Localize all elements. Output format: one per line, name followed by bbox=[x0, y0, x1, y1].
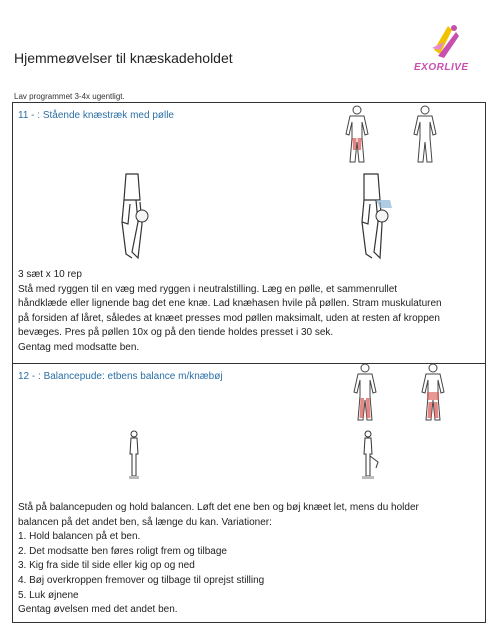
frequency-note: Lav programmet 3-4x ugentligt. bbox=[14, 92, 125, 101]
logo-text: EXORLIVE bbox=[414, 62, 469, 73]
exercise-11-line: Gentag med modsatte ben. bbox=[18, 341, 140, 353]
balance-standing-figure bbox=[124, 430, 144, 482]
exercise-12-line: 2. Det modsatte ben føres roligt frem og tilbage bbox=[18, 545, 227, 557]
exercise-11-line: Stå med ryggen til en væg med ryggen i neutralstilling. Læg en pølle, et sammenrullet bbox=[18, 283, 398, 295]
exercise-12-line: 5. Luk øjnene bbox=[18, 589, 79, 601]
exercise-11-title: 11 - : Stående knæstræk med pølle bbox=[18, 110, 174, 121]
exercise-12-description bbox=[18, 501, 482, 618]
balance-one-leg-figure bbox=[358, 430, 384, 482]
exercise-12-line: 4. Bøj overkroppen fremover og tilbage til oprejst stilling bbox=[18, 574, 265, 586]
exercise-11-line: bevæges. Pres på pøllen 10x og på den tiende holdes presset i 30 sek. bbox=[18, 327, 334, 339]
muscle-map-front-icon bbox=[338, 104, 376, 164]
exercise-11-line: håndklæde eller lignende bag det ene knæ. Lad knæhasen hvile på pøllen. Stram muskulaturen bbox=[18, 298, 442, 310]
page-title: Hjemmeøvelser til knæskadeholdet bbox=[14, 50, 233, 66]
muscle-map-back-icon bbox=[406, 104, 444, 164]
knee-press-end-figure bbox=[352, 172, 402, 262]
exercise-12-line: balancen på det andet ben, så længe du kan. Variationer: bbox=[18, 516, 272, 528]
exercise-12-line: Stå på balancepuden og hold balancen. Løft det ene ben og bøj knæet let, mens du holder bbox=[18, 502, 419, 513]
exercise-11-description bbox=[18, 268, 482, 356]
exercise-11-sets: 3 sæt x 10 rep bbox=[18, 269, 82, 280]
exercise-12-line: 1. Hold balancen på et ben. bbox=[18, 531, 141, 543]
muscle-map-front-icon bbox=[346, 362, 384, 424]
muscle-map-back-icon bbox=[414, 362, 452, 424]
exercise-12-title: 12 - : Balancepude: etbens balance m/knæbøj bbox=[18, 371, 223, 382]
exercise-12-line: 3. Kig fra side til side eller kig op og ned bbox=[18, 560, 195, 572]
exercise-11-line: på forsiden af låret, således at knæet presses mod pøllen maksimalt, uden at resten af kroppen bbox=[18, 312, 440, 324]
exercise-12-line: Gentag øvelsen med det andet ben. bbox=[18, 604, 178, 616]
knee-press-start-figure bbox=[108, 172, 158, 262]
